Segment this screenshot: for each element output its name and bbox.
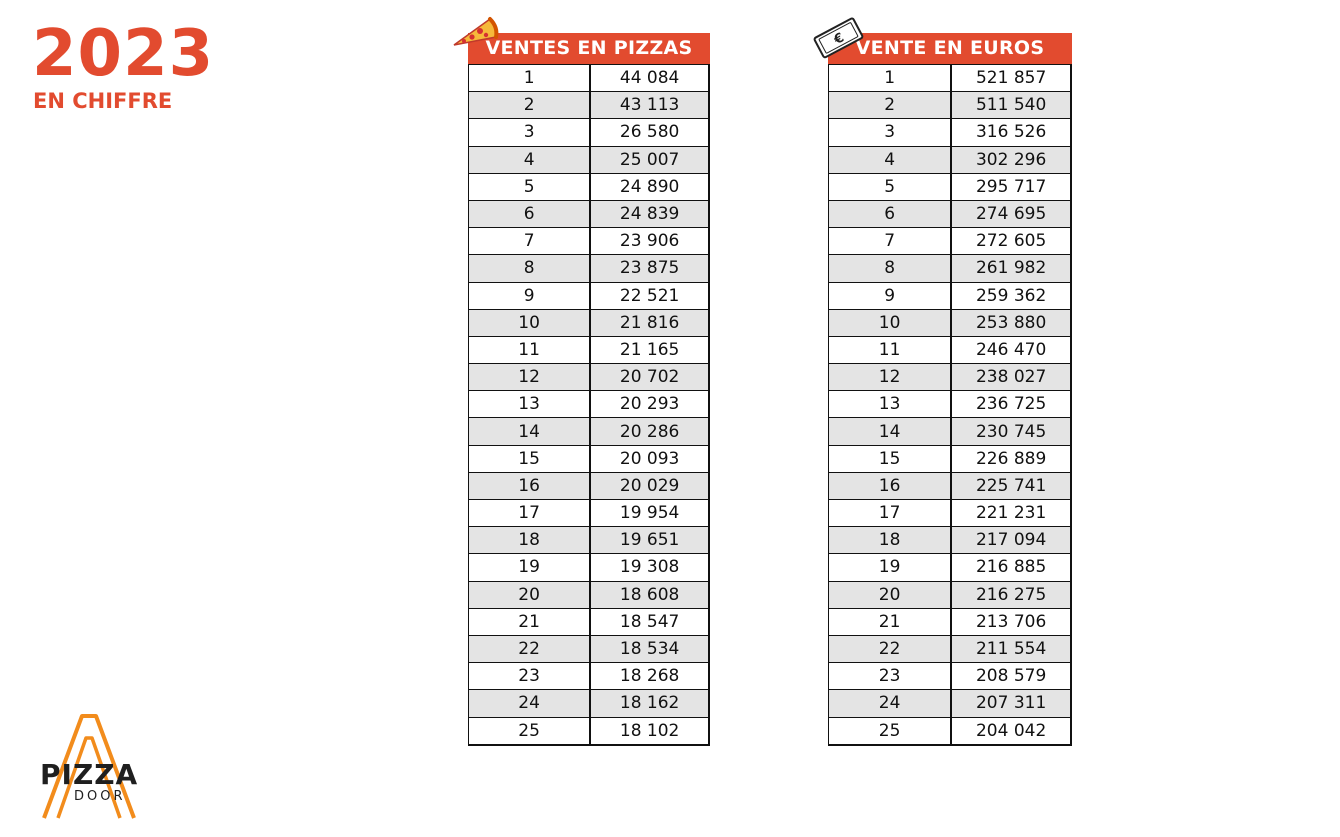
rank-cell: 19 <box>829 554 952 581</box>
rank-cell: 16 <box>469 472 591 499</box>
euro-symbol: € <box>831 30 847 48</box>
table-row <box>829 690 1072 717</box>
table-row <box>829 228 1072 255</box>
rank-cell: 18 <box>469 527 591 554</box>
table-row <box>469 92 710 119</box>
rank-cell: 10 <box>469 309 591 336</box>
value-cell: 24 890 <box>590 173 709 200</box>
value-cell: 272 605 <box>951 228 1071 255</box>
rank-cell: 1 <box>829 65 952 92</box>
table-row <box>829 92 1072 119</box>
rank-cell: 5 <box>469 173 591 200</box>
rank-cell: 6 <box>469 200 591 227</box>
rank-cell: 2 <box>469 92 591 119</box>
table-row <box>829 309 1072 336</box>
rank-cell: 7 <box>469 228 591 255</box>
value-cell: 208 579 <box>951 663 1071 690</box>
rank-cell: 9 <box>469 282 591 309</box>
value-cell: 217 094 <box>951 527 1071 554</box>
table-row <box>469 65 710 92</box>
euro-table-body <box>828 64 1072 746</box>
value-cell: 23 875 <box>590 255 709 282</box>
value-cell: 230 745 <box>951 418 1071 445</box>
pizza-slice-icon <box>450 15 502 57</box>
rank-cell: 16 <box>829 472 952 499</box>
rank-cell: 24 <box>829 690 952 717</box>
value-cell: 295 717 <box>951 173 1071 200</box>
table-row <box>469 717 710 745</box>
table-row <box>829 65 1072 92</box>
value-cell: 216 275 <box>951 581 1071 608</box>
table-row <box>469 554 710 581</box>
table-row <box>469 445 710 472</box>
table-row <box>829 663 1072 690</box>
rank-cell: 23 <box>829 663 952 690</box>
rank-cell: 6 <box>829 200 952 227</box>
table-row <box>829 364 1072 391</box>
page-subtitle: EN CHIFFRE <box>33 89 173 113</box>
value-cell: 18 102 <box>590 717 709 745</box>
table-row <box>469 146 710 173</box>
rank-cell: 19 <box>469 554 591 581</box>
table-row <box>829 146 1072 173</box>
value-cell: 226 889 <box>951 445 1071 472</box>
table-row <box>829 445 1072 472</box>
value-cell: 23 906 <box>590 228 709 255</box>
value-cell: 274 695 <box>951 200 1071 227</box>
table-row <box>469 309 710 336</box>
rank-cell: 5 <box>829 173 952 200</box>
table-row <box>469 391 710 418</box>
logo-word-door: DOOR <box>74 789 126 804</box>
table-row <box>469 282 710 309</box>
value-cell: 511 540 <box>951 92 1071 119</box>
value-cell: 238 027 <box>951 364 1071 391</box>
pizza-door-logo <box>36 712 142 820</box>
value-cell: 20 293 <box>590 391 709 418</box>
euro-table-title: VENTE EN EUROS <box>855 37 1045 59</box>
value-cell: 207 311 <box>951 690 1071 717</box>
rank-cell: 13 <box>829 391 952 418</box>
value-cell: 20 029 <box>590 472 709 499</box>
value-cell: 253 880 <box>951 309 1071 336</box>
rank-cell: 4 <box>469 146 591 173</box>
table-row <box>829 635 1072 662</box>
table-row <box>469 200 710 227</box>
rank-cell: 17 <box>829 500 952 527</box>
rank-cell: 22 <box>469 635 591 662</box>
rank-cell: 9 <box>829 282 952 309</box>
rank-cell: 12 <box>829 364 952 391</box>
value-cell: 211 554 <box>951 635 1071 662</box>
table-row <box>829 581 1072 608</box>
rank-cell: 10 <box>829 309 952 336</box>
value-cell: 18 162 <box>590 690 709 717</box>
table-row <box>469 581 710 608</box>
rank-cell: 15 <box>829 445 952 472</box>
euro-sales-table <box>828 30 1072 746</box>
value-cell: 316 526 <box>951 119 1071 146</box>
table-row <box>469 635 710 662</box>
rank-cell: 3 <box>829 119 952 146</box>
value-cell: 20 702 <box>590 364 709 391</box>
rank-cell: 13 <box>469 391 591 418</box>
rank-cell: 17 <box>469 500 591 527</box>
value-cell: 204 042 <box>951 717 1071 745</box>
value-cell: 25 007 <box>590 146 709 173</box>
table-row <box>469 336 710 363</box>
value-cell: 236 725 <box>951 391 1071 418</box>
rank-cell: 12 <box>469 364 591 391</box>
pizza-table-body <box>468 64 710 746</box>
table-row <box>469 527 710 554</box>
value-cell: 216 885 <box>951 554 1071 581</box>
rank-cell: 21 <box>829 608 952 635</box>
logo-word-pizza: PIZZA <box>40 758 139 791</box>
table-row <box>829 255 1072 282</box>
value-cell: 19 954 <box>590 500 709 527</box>
table-row <box>469 690 710 717</box>
table-row <box>469 119 710 146</box>
rank-cell: 18 <box>829 527 952 554</box>
rank-cell: 20 <box>469 581 591 608</box>
table-row <box>469 500 710 527</box>
table-row <box>469 255 710 282</box>
value-cell: 18 534 <box>590 635 709 662</box>
rank-cell: 8 <box>469 255 591 282</box>
value-cell: 19 308 <box>590 554 709 581</box>
rank-cell: 14 <box>829 418 952 445</box>
value-cell: 20 093 <box>590 445 709 472</box>
value-cell: 20 286 <box>590 418 709 445</box>
rank-cell: 8 <box>829 255 952 282</box>
table-row <box>829 173 1072 200</box>
rank-cell: 25 <box>829 717 952 745</box>
table-row <box>469 228 710 255</box>
table-row <box>829 500 1072 527</box>
rank-cell: 24 <box>469 690 591 717</box>
value-cell: 22 521 <box>590 282 709 309</box>
table-row <box>829 527 1072 554</box>
table-row <box>829 472 1072 499</box>
value-cell: 302 296 <box>951 146 1071 173</box>
rank-cell: 2 <box>829 92 952 119</box>
page-year-title: 2023 <box>32 17 215 91</box>
rank-cell: 25 <box>469 717 591 745</box>
table-row <box>829 608 1072 635</box>
rank-cell: 11 <box>829 336 952 363</box>
value-cell: 43 113 <box>590 92 709 119</box>
value-cell: 246 470 <box>951 336 1071 363</box>
rank-cell: 1 <box>469 65 591 92</box>
value-cell: 21 165 <box>590 336 709 363</box>
rank-cell: 4 <box>829 146 952 173</box>
rank-cell: 14 <box>469 418 591 445</box>
rank-cell: 15 <box>469 445 591 472</box>
rank-cell: 23 <box>469 663 591 690</box>
table-row <box>829 200 1072 227</box>
table-row <box>469 173 710 200</box>
value-cell: 213 706 <box>951 608 1071 635</box>
euro-banknote-icon <box>810 15 866 59</box>
value-cell: 18 547 <box>590 608 709 635</box>
value-cell: 259 362 <box>951 282 1071 309</box>
table-row <box>829 282 1072 309</box>
rank-cell: 20 <box>829 581 952 608</box>
value-cell: 521 857 <box>951 65 1071 92</box>
rank-cell: 7 <box>829 228 952 255</box>
table-row <box>469 663 710 690</box>
table-row <box>829 554 1072 581</box>
pizza-table-header <box>468 33 710 64</box>
pizza-sales-table <box>468 33 710 746</box>
value-cell: 21 816 <box>590 309 709 336</box>
table-row <box>829 418 1072 445</box>
table-row <box>829 717 1072 745</box>
table-row <box>469 608 710 635</box>
value-cell: 18 608 <box>590 581 709 608</box>
table-row <box>829 119 1072 146</box>
value-cell: 18 268 <box>590 663 709 690</box>
rank-cell: 3 <box>469 119 591 146</box>
table-row <box>469 472 710 499</box>
rank-cell: 11 <box>469 336 591 363</box>
value-cell: 261 982 <box>951 255 1071 282</box>
pizza-table-title: VENTES EN PIZZAS <box>485 37 693 59</box>
table-row <box>469 364 710 391</box>
table-row <box>829 336 1072 363</box>
value-cell: 44 084 <box>590 65 709 92</box>
table-row <box>469 418 710 445</box>
value-cell: 19 651 <box>590 527 709 554</box>
rank-cell: 22 <box>829 635 952 662</box>
value-cell: 221 231 <box>951 500 1071 527</box>
value-cell: 24 839 <box>590 200 709 227</box>
rank-cell: 21 <box>469 608 591 635</box>
table-row <box>829 391 1072 418</box>
value-cell: 26 580 <box>590 119 709 146</box>
value-cell: 225 741 <box>951 472 1071 499</box>
